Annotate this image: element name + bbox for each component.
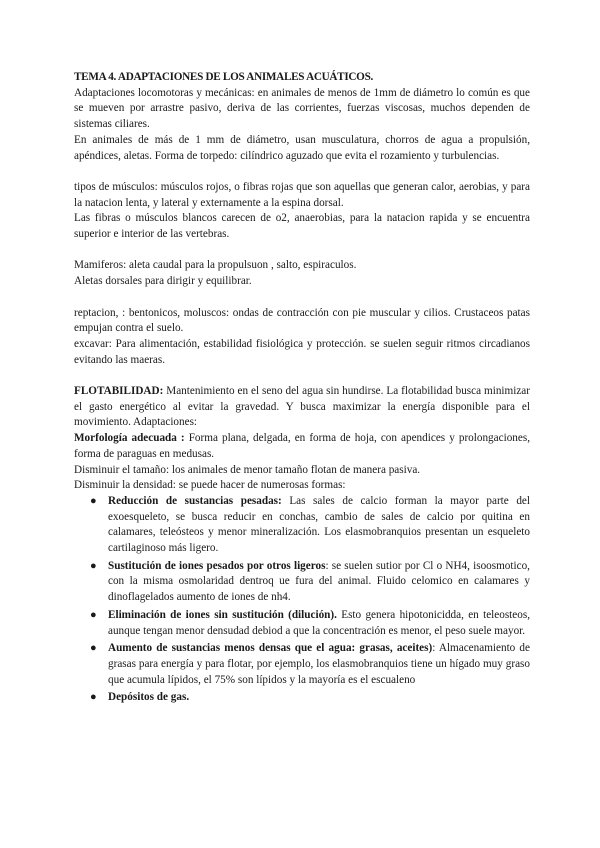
list-item-text: Esto genera hipotonicidda, en teleosteos, aunque tengan menor densudad debiod a que la concentración es menor, el peso suele mayor. xyxy=(108,608,530,637)
paragraph-mammals: Mamiferos: aleta caudal para la propulsuon , salto, espiraculos. xyxy=(74,259,357,272)
paragraph-flotabilidad xyxy=(74,384,530,431)
paragraph-locomotion-large: En animales de más de 1 mm de diámetro, usan musculatura, chorros de agua a propulsión, apéndices, aletas. Forma de torpedo: cilíndrico aguzado que evita el rozamiento y turbulencias. xyxy=(74,133,530,162)
paragraph-morfologia xyxy=(74,431,530,462)
list-item-label: Reducción de sustancias pesadas: xyxy=(108,494,282,507)
paragraph-disminuir-densidad: Disminuir la densidad: se puede hacer de numerosas formas: xyxy=(74,479,346,492)
list-item xyxy=(90,559,530,606)
paragraph-red-muscles: tipos de músculos: músculos rojos, o fibras rojas que son aquellas que generan calor, aerobias, y para la natacion lenta, y lateral y externamente a la espina dorsal. xyxy=(74,180,530,209)
paragraph-locomotion-small: Adaptaciones locomotoras y mecánicas: en animales de menos de 1mm de diámetro lo común es que se mueven por arrastre pasivo, deriva de las corrientes, fuerzas viscosas, muchos dependen de sistemas ciliares. xyxy=(74,86,530,131)
paragraph-white-muscles: Las fibras o músculos blancos carecen de o2, anaerobias, para la natacion rapida y se encuentra superior e interior de las vertebras. xyxy=(74,212,530,241)
list-item xyxy=(90,494,530,557)
list-item xyxy=(90,690,530,706)
bullet-icon: ● xyxy=(90,642,97,655)
paragraph-reptation: reptacion, : bentonicos, moluscos: ondas de contracción con pie muscular y cilios. Crustaceos patas empujan contra el suelo. xyxy=(74,306,530,335)
morfologia-heading: Morfología adecuada : xyxy=(74,432,185,445)
bullet-icon: ● xyxy=(90,608,97,621)
list-item-label: Aumento de sustancias menos densas que el agua: grasas, aceites) xyxy=(108,642,433,655)
density-methods-list xyxy=(74,494,530,706)
list-item-label: Eliminación de iones sin sustitución (dilución). xyxy=(108,608,337,621)
list-item xyxy=(90,641,530,688)
list-item-text: : se suelen sutior por Cl o NH4, isoosmotico, con la misma osmolaridad dentroq ue fura del animal. Fluido celomico en calamares y dinoflagelados aumento de iones de nh4. xyxy=(108,559,530,604)
paragraph-excavation: excavar: Para alimentación, estabilidad fisiológica y protección. se suelen seguir ritmos circadianos evitando las maeras. xyxy=(74,337,530,366)
flotabilidad-heading: FLOTABILIDAD: xyxy=(74,385,164,397)
paragraph-dorsal-fins: Aletas dorsales para dirigir y equilibrar. xyxy=(74,275,252,288)
list-item xyxy=(90,608,530,639)
flotabilidad-text: Mantenimiento en el seno del agua sin hundirse. La flotabilidad busca minimizar el gasto energético al evitar la gravedad. Y busca maximizar la energía disponible para el movimiento. Adaptaciones: xyxy=(74,385,530,429)
bullet-icon: ● xyxy=(90,494,97,507)
page-title: TEMA 4. ADAPTACIONES DE LOS ANIMALES ACUÁTICOS. xyxy=(74,71,373,83)
list-item-label: Depósitos de gas. xyxy=(108,691,190,704)
bullet-icon: ● xyxy=(90,691,97,704)
list-item-label: Sustitución de iones pesados por otros ligeros xyxy=(108,559,326,572)
morfologia-text: Forma plana, delgada, en forma de hoja, con apendices y prolongaciones, forma de paraguas en medusas. xyxy=(74,432,530,460)
bullet-icon: ● xyxy=(90,559,97,572)
paragraph-disminuir-tamano: Disminuir el tamaño: los animales de menor tamaño flotan de manera pasiva. xyxy=(74,463,421,476)
list-item-text: Las sales de calcio forman la mayor parte del exoesqueleto, se busca reducir en conchas, cambio de sales de calcio por quitina en calamares, teleósteos y menor mineralización. Los elasmobranquios presentan un esqueleto cartilaginoso más ligero. xyxy=(108,494,530,555)
list-item-text: : Almacenamiento de grasas para energía y para flotar, por ejemplo, los elasmobranquios tiene un hígado muy graso que acumula lípidos, el 75% son lípidos y la mayoría es el escualeno xyxy=(108,642,530,686)
